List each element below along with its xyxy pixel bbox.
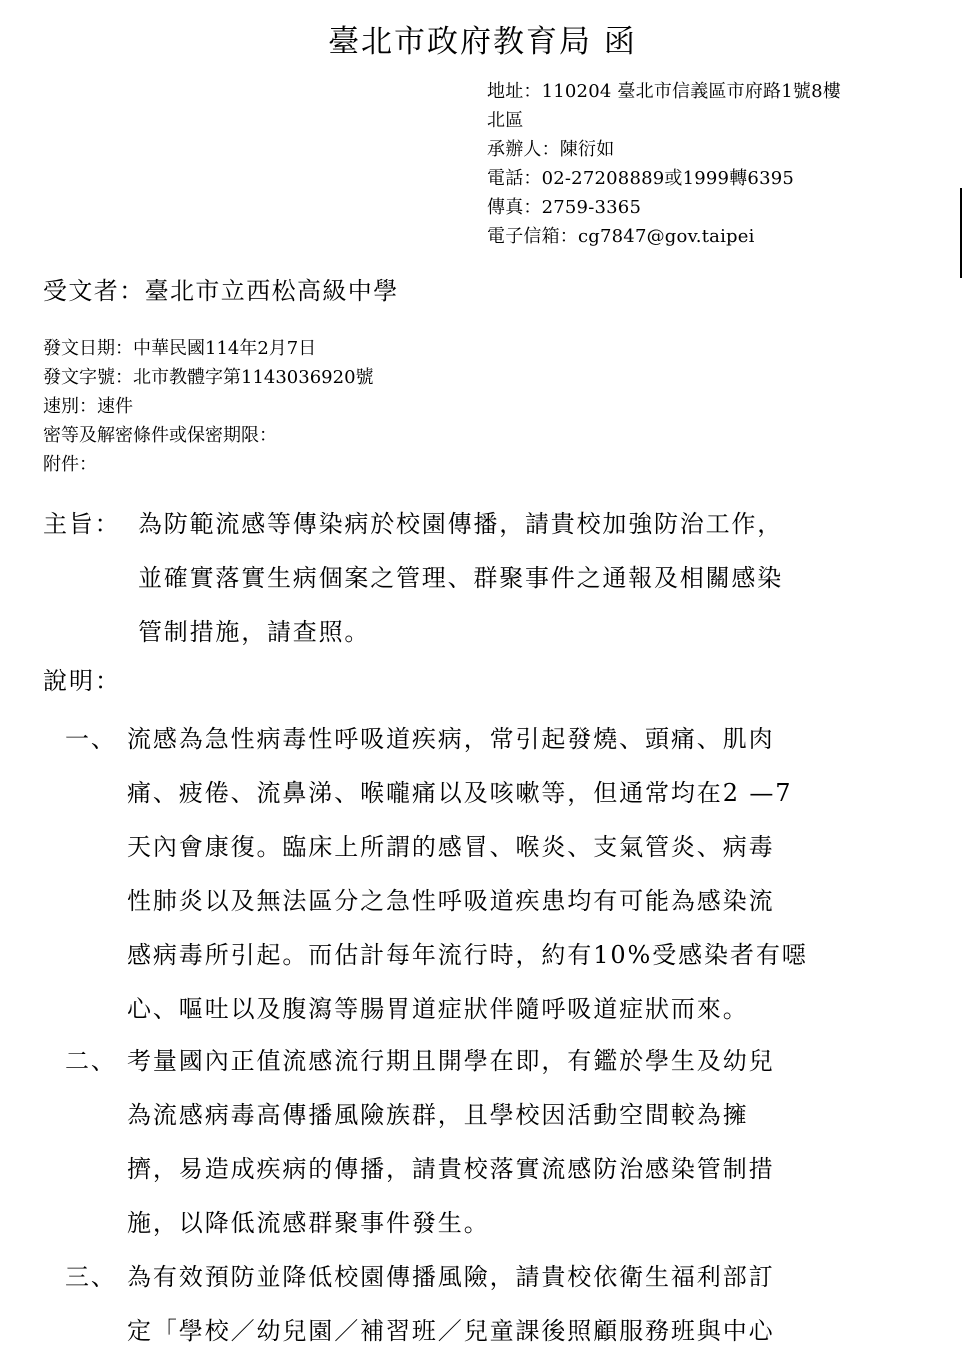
item-text: 天內會康復。臨床上所謂的感冒、喉炎、支氣管炎、病毒 [127, 833, 775, 861]
contact-phone: 電話：02-27208889或1999轉6395 [487, 168, 795, 189]
item-number: 三、 [65, 1263, 117, 1291]
item-line [65, 1196, 945, 1250]
confidentiality: 密等及解密條件或保密期限： [43, 425, 277, 446]
subject-label: 主旨： [43, 510, 121, 538]
item-text: 擠，易造成疾病的傳播，請貴校落實流感防治感染管制措 [127, 1155, 775, 1183]
subject-text: 管制措施，請查照。 [138, 618, 371, 646]
item-text: 定「學校／幼兒園／補習班／兒童課後照顧服務班與中心 [127, 1317, 775, 1345]
attachments: 附件： [43, 454, 97, 475]
subject-text: 為防範流感等傳染病於校園傳播，請貴校加強防治工作， [138, 510, 783, 538]
sender-contact-block [487, 77, 947, 251]
item-line [65, 820, 945, 874]
subject-line [43, 551, 923, 605]
explanation-item-3 [65, 1250, 945, 1358]
sender-address: 地址：110204 臺北市信義區市府路1號8樓 [487, 81, 841, 102]
item-text: 感病毒所引起。而估計每年流行時，約有10%受感染者有噁 [127, 941, 808, 969]
issue-date: 發文日期：中華民國114年2月7日 [43, 338, 317, 359]
explanation-label: 說明： [43, 667, 121, 695]
document-title: 臺北市政府教育局 函 [328, 24, 637, 60]
contact-email: 電子信箱：cg7847@gov.taipei [487, 226, 755, 247]
item-line [65, 1142, 945, 1196]
recipient-line: 受文者：臺北市立西松高級中學 [43, 277, 399, 305]
item-line [65, 928, 945, 982]
item-text: 考量國內正值流感流行期且開學在即，有鑑於學生及幼兒 [127, 1047, 775, 1075]
item-text: 心、嘔吐以及腹瀉等腸胃道症狀伴隨呼吸道症狀而來。 [127, 995, 749, 1023]
explanation-item-2 [65, 1034, 945, 1250]
urgency: 速別：速件 [43, 396, 133, 417]
item-line [65, 874, 945, 928]
item-text: 痛、疲倦、流鼻涕、喉嚨痛以及咳嗽等，但通常均在2 —7 [127, 779, 793, 807]
item-text: 為流感病毒高傳播風險族群，且學校因活動空間較為擁 [127, 1101, 749, 1129]
item-number: 二、 [65, 1047, 117, 1075]
item-line [65, 1304, 945, 1358]
item-number: 一、 [65, 725, 117, 753]
item-line [65, 1088, 945, 1142]
document-number: 發文字號：北市教體字第1143036920號 [43, 367, 374, 388]
item-text: 性肺炎以及無法區分之急性呼吸道疾患均有可能為感染流 [127, 887, 775, 915]
item-line [65, 766, 945, 820]
subject-section [43, 497, 923, 659]
item-text: 流感為急性病毒性呼吸道疾病，常引起發燒、頭痛、肌肉 [127, 725, 775, 753]
item-line [65, 712, 945, 766]
item-line [65, 982, 945, 1036]
subject-text: 並確實落實生病個案之管理、群聚事件之通報及相關感染 [138, 564, 783, 592]
item-line [65, 1034, 945, 1088]
item-text: 為有效預防並降低校園傳播風險，請貴校依衛生福利部訂 [127, 1263, 775, 1291]
subject-line [43, 497, 923, 551]
binding-line [960, 188, 962, 278]
contact-fax: 傳真：2759-3365 [487, 197, 642, 218]
explanation-item-1 [65, 712, 945, 1036]
item-text: 施，以降低流感群聚事件發生。 [127, 1209, 490, 1237]
item-line [65, 1250, 945, 1304]
subject-line [43, 605, 923, 659]
contact-person: 承辦人：陳衍如 [487, 139, 615, 160]
sender-address-district: 北區 [487, 110, 524, 131]
issue-meta-block [43, 334, 374, 479]
